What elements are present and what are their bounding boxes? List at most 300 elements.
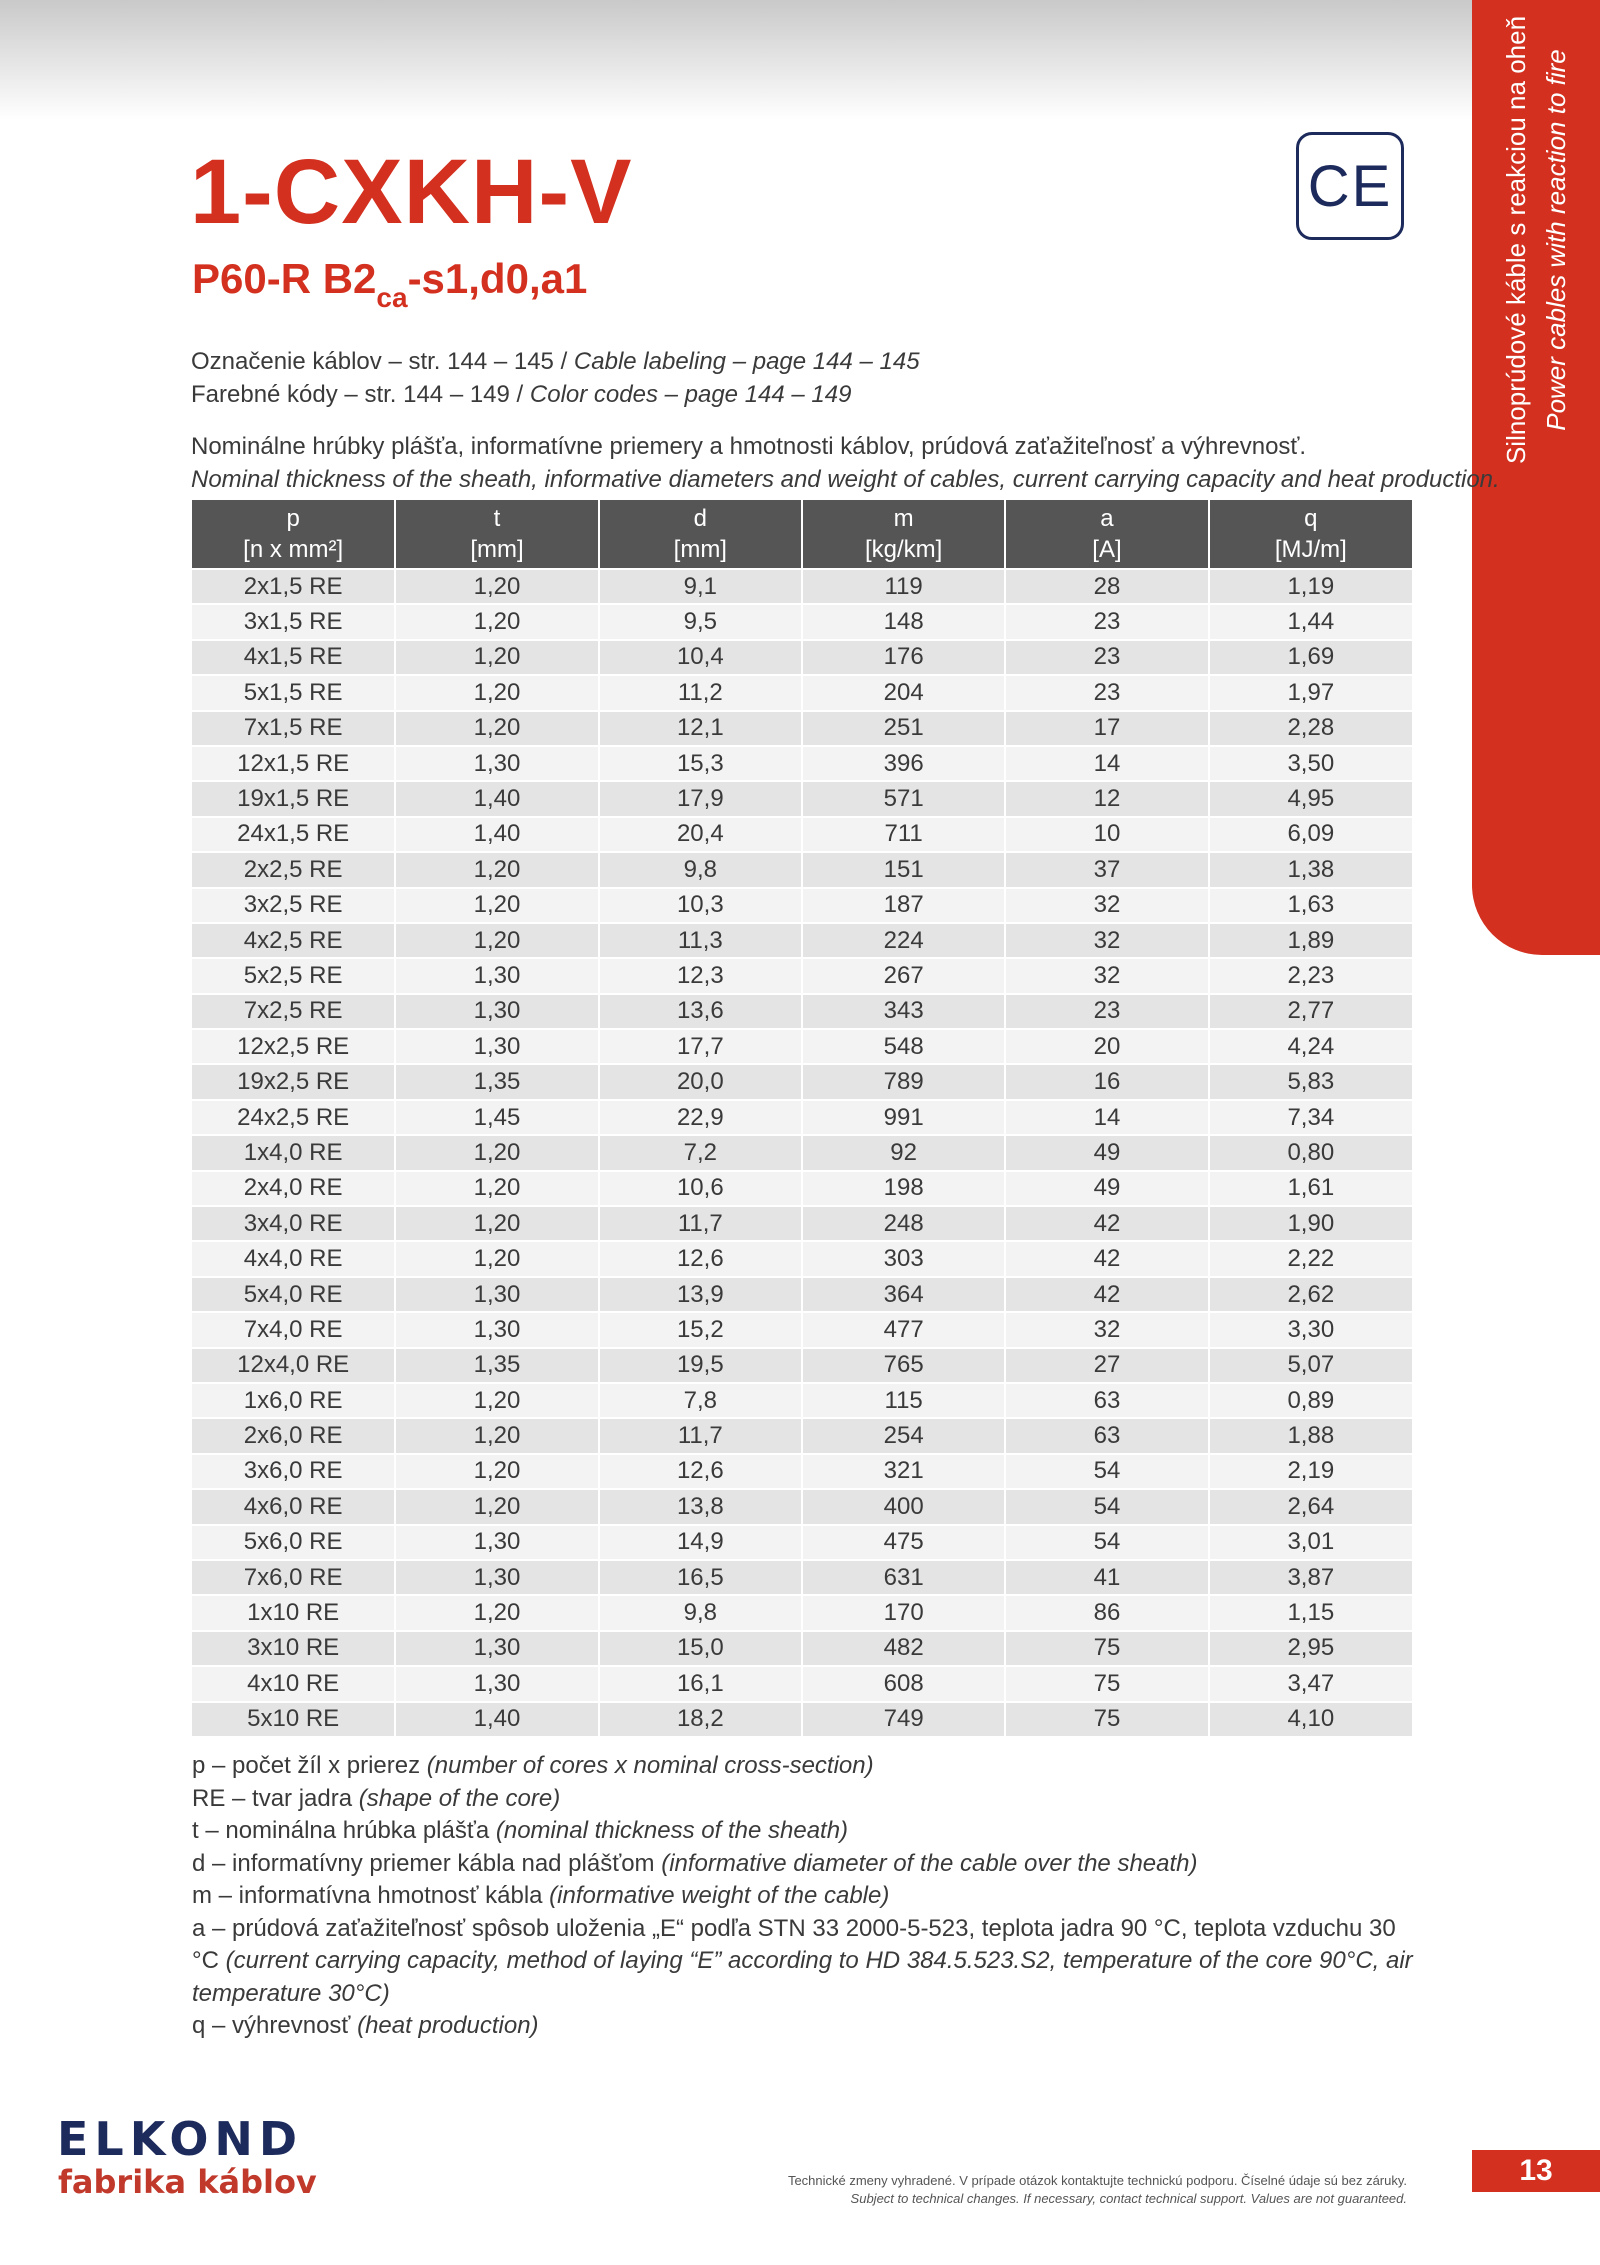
legend-item xyxy=(192,1913,1422,2011)
labeling-reference xyxy=(191,345,920,378)
table-cell-t: 1,30 xyxy=(395,1312,598,1347)
table-cell-a: 14 xyxy=(1005,746,1208,781)
colors-reference-en: Color codes – page 144 – 149 xyxy=(529,381,852,408)
table-cell-m: 789 xyxy=(802,1064,1005,1099)
table-cell-a: 28 xyxy=(1005,569,1208,604)
table-cell-t: 1,30 xyxy=(395,1560,598,1595)
section-side-tab-label xyxy=(1496,5,1576,475)
table-cell-t: 1,30 xyxy=(395,1666,598,1701)
table-cell-d: 17,7 xyxy=(599,1029,802,1064)
table-cell-m: 765 xyxy=(802,1348,1005,1383)
table-row xyxy=(192,1100,1412,1135)
table-cell-p: 3x6,0 RE xyxy=(192,1454,395,1489)
table-cell-t: 1,40 xyxy=(395,781,598,816)
table-cell-a: 32 xyxy=(1005,1312,1208,1347)
table-row xyxy=(192,569,1412,604)
table-row xyxy=(192,1489,1412,1524)
table-cell-t: 1,20 xyxy=(395,923,598,958)
column-unit: [kg/km] xyxy=(864,536,943,563)
table-cell-q: 5,83 xyxy=(1209,1064,1412,1099)
table-cell-t: 1,40 xyxy=(395,817,598,852)
table-cell-t: 1,30 xyxy=(395,958,598,993)
disclaimer-en: Subject to technical changes. If necessary, contact technical support. Values are not guaranteed. xyxy=(850,2191,1407,2206)
legend-item-sk: d – informatívny priemer kábla nad plášťom xyxy=(192,1849,662,1877)
table-cell-t: 1,30 xyxy=(395,1277,598,1312)
table-cell-a: 23 xyxy=(1005,604,1208,639)
table-cell-a: 10 xyxy=(1005,817,1208,852)
intro-sk: Nominálne hrúbky plášťa, informatívne priemery a hmotnosti káblov, prúdová zaťažiteľnosť a výhrevnosť. xyxy=(191,433,1307,460)
table-row xyxy=(192,1277,1412,1312)
column-header-p xyxy=(192,500,395,569)
table-cell-d: 15,0 xyxy=(599,1631,802,1666)
table-cell-d: 13,6 xyxy=(599,994,802,1029)
table-cell-a: 23 xyxy=(1005,640,1208,675)
table-cell-a: 37 xyxy=(1005,852,1208,887)
legend-item xyxy=(192,1783,1422,1816)
table-row xyxy=(192,1702,1412,1736)
table-cell-m: 204 xyxy=(802,675,1005,710)
legend-item-en: (current carrying capacity, method of laying “E” according to HD 384.5.523.S2, temperature of the core 90°C, air temperature 30°C) xyxy=(192,1947,1413,2007)
table-cell-t: 1,20 xyxy=(395,1383,598,1418)
disclaimer xyxy=(788,2172,1407,2208)
disclaimer-sk: Technické zmeny vyhradené. V prípade otázok kontaktujte technickú podporu. Číselné údaje sú bez záruky. xyxy=(787,2173,1407,2188)
legend-item xyxy=(192,2010,1422,2043)
table-cell-t: 1,20 xyxy=(395,1135,598,1170)
table-cell-a: 86 xyxy=(1005,1595,1208,1630)
column-symbol: a xyxy=(1100,505,1114,532)
table-cell-t: 1,20 xyxy=(395,1595,598,1630)
table-cell-a: 32 xyxy=(1005,888,1208,923)
table-cell-t: 1,40 xyxy=(395,1702,598,1736)
table-cell-q: 2,95 xyxy=(1209,1631,1412,1666)
table-cell-p: 2x4,0 RE xyxy=(192,1171,395,1206)
table-cell-t: 1,20 xyxy=(395,1489,598,1524)
column-symbol: d xyxy=(693,505,707,532)
table-cell-t: 1,30 xyxy=(395,1525,598,1560)
table-cell-a: 49 xyxy=(1005,1171,1208,1206)
cable-data-table xyxy=(192,500,1412,1736)
table-header-row xyxy=(192,500,1412,569)
table-row xyxy=(192,1135,1412,1170)
table-row xyxy=(192,1418,1412,1453)
legend-item-sk: m – informatívna hmotnosť kábla xyxy=(192,1882,550,1909)
table-cell-a: 32 xyxy=(1005,923,1208,958)
table-cell-q: 1,19 xyxy=(1209,569,1412,604)
table-row xyxy=(192,888,1412,923)
table-cell-q: 0,80 xyxy=(1209,1135,1412,1170)
table-row xyxy=(192,640,1412,675)
table-cell-d: 9,1 xyxy=(599,569,802,604)
table-cell-a: 54 xyxy=(1005,1489,1208,1524)
table-cell-m: 251 xyxy=(802,711,1005,746)
table-cell-p: 3x2,5 RE xyxy=(192,888,395,923)
table-cell-m: 475 xyxy=(802,1525,1005,1560)
table-cell-p: 3x1,5 RE xyxy=(192,604,395,639)
table-cell-q: 1,15 xyxy=(1209,1595,1412,1630)
table-cell-a: 75 xyxy=(1005,1631,1208,1666)
table-cell-p: 19x1,5 RE xyxy=(192,781,395,816)
table-cell-q: 2,23 xyxy=(1209,958,1412,993)
table-cell-t: 1,20 xyxy=(395,569,598,604)
legend-item-sk: p – počet žíl x prierez xyxy=(192,1752,427,1779)
table-cell-d: 11,7 xyxy=(599,1206,802,1241)
classification-tail: -s1,d0,a1 xyxy=(407,255,588,302)
table-cell-d: 10,6 xyxy=(599,1171,802,1206)
table-cell-t: 1,20 xyxy=(395,1206,598,1241)
table-cell-d: 12,1 xyxy=(599,711,802,746)
table-cell-q: 0,89 xyxy=(1209,1383,1412,1418)
table-cell-p: 4x2,5 RE xyxy=(192,923,395,958)
table-cell-p: 3x10 RE xyxy=(192,1631,395,1666)
column-unit: [n x mm²] xyxy=(243,536,344,563)
table-cell-m: 248 xyxy=(802,1206,1005,1241)
table-cell-a: 27 xyxy=(1005,1348,1208,1383)
table-cell-a: 75 xyxy=(1005,1702,1208,1736)
table-cell-p: 4x4,0 RE xyxy=(192,1241,395,1276)
table-cell-t: 1,30 xyxy=(395,994,598,1029)
table-cell-m: 482 xyxy=(802,1631,1005,1666)
column-symbol: m xyxy=(893,505,914,532)
table-cell-d: 12,6 xyxy=(599,1241,802,1276)
table-row xyxy=(192,1383,1412,1418)
table-cell-d: 13,9 xyxy=(599,1277,802,1312)
table-cell-p: 5x4,0 RE xyxy=(192,1277,395,1312)
table-cell-p: 5x6,0 RE xyxy=(192,1525,395,1560)
table-row xyxy=(192,1666,1412,1701)
table-cell-p: 24x2,5 RE xyxy=(192,1100,395,1135)
side-tab-line-en: Power cables with reaction to fire xyxy=(1541,49,1571,431)
table-cell-q: 3,30 xyxy=(1209,1312,1412,1347)
table-cell-m: 364 xyxy=(802,1277,1005,1312)
table-cell-m: 711 xyxy=(802,817,1005,852)
table-cell-d: 10,3 xyxy=(599,888,802,923)
table-row xyxy=(192,1525,1412,1560)
product-classification xyxy=(192,255,587,314)
legend-item xyxy=(192,1848,1422,1881)
table-cell-q: 1,44 xyxy=(1209,604,1412,639)
table-row xyxy=(192,781,1412,816)
page-number: 13 xyxy=(1472,2150,1600,2192)
table-cell-p: 5x2,5 RE xyxy=(192,958,395,993)
top-gradient xyxy=(0,0,1600,120)
table-cell-d: 14,9 xyxy=(599,1525,802,1560)
table-cell-m: 321 xyxy=(802,1454,1005,1489)
column-unit: [mm] xyxy=(673,536,727,563)
table-row xyxy=(192,675,1412,710)
classification-main: P60-R B2 xyxy=(192,255,377,302)
table-cell-p: 5x1,5 RE xyxy=(192,675,395,710)
table-row xyxy=(192,1241,1412,1276)
column-unit: [MJ/m] xyxy=(1274,536,1347,563)
column-symbol: q xyxy=(1304,505,1318,532)
table-cell-q: 6,09 xyxy=(1209,817,1412,852)
table-cell-d: 12,3 xyxy=(599,958,802,993)
table-cell-m: 224 xyxy=(802,923,1005,958)
table-cell-p: 7x6,0 RE xyxy=(192,1560,395,1595)
table-cell-p: 12x1,5 RE xyxy=(192,746,395,781)
table-cell-m: 170 xyxy=(802,1595,1005,1630)
table-cell-m: 151 xyxy=(802,852,1005,887)
table-cell-a: 16 xyxy=(1005,1064,1208,1099)
table-cell-a: 41 xyxy=(1005,1560,1208,1595)
table-intro xyxy=(191,430,1500,496)
column-unit: [mm] xyxy=(470,536,524,563)
table-cell-q: 3,47 xyxy=(1209,1666,1412,1701)
table-cell-q: 2,28 xyxy=(1209,711,1412,746)
table-cell-d: 7,2 xyxy=(599,1135,802,1170)
table-row xyxy=(192,711,1412,746)
table-cell-t: 1,30 xyxy=(395,746,598,781)
table-cell-q: 3,50 xyxy=(1209,746,1412,781)
table-header xyxy=(192,500,1412,569)
table-row xyxy=(192,1171,1412,1206)
table-cell-d: 7,8 xyxy=(599,1383,802,1418)
table-cell-a: 42 xyxy=(1005,1206,1208,1241)
table-cell-m: 477 xyxy=(802,1312,1005,1347)
table-cell-d: 13,8 xyxy=(599,1489,802,1524)
table-cell-m: 115 xyxy=(802,1383,1005,1418)
table-cell-q: 1,89 xyxy=(1209,923,1412,958)
table-cell-q: 3,01 xyxy=(1209,1525,1412,1560)
table-cell-q: 1,88 xyxy=(1209,1418,1412,1453)
legend-item-sk: RE – tvar jadra xyxy=(192,1784,359,1812)
table-cell-d: 16,1 xyxy=(599,1666,802,1701)
table-cell-m: 608 xyxy=(802,1666,1005,1701)
table-cell-p: 2x6,0 RE xyxy=(192,1418,395,1453)
references xyxy=(191,345,920,411)
table-cell-q: 1,97 xyxy=(1209,675,1412,710)
table-cell-a: 49 xyxy=(1005,1135,1208,1170)
column-header-d xyxy=(599,500,802,569)
intro-en: Nominal thickness of the sheath, informative diameters and weight of cables, current carrying capacity and heat production. xyxy=(191,466,1500,493)
table-row xyxy=(192,1206,1412,1241)
table-cell-q: 1,63 xyxy=(1209,888,1412,923)
table-row xyxy=(192,1631,1412,1666)
legend-item-en: (nominal thickness of the sheath) xyxy=(495,1817,849,1844)
table-row xyxy=(192,1348,1412,1383)
table-cell-m: 254 xyxy=(802,1418,1005,1453)
table-cell-m: 267 xyxy=(802,958,1005,993)
table-cell-q: 4,95 xyxy=(1209,781,1412,816)
table-cell-m: 343 xyxy=(802,994,1005,1029)
table-cell-a: 42 xyxy=(1005,1277,1208,1312)
table-cell-m: 198 xyxy=(802,1171,1005,1206)
table-cell-m: 176 xyxy=(802,640,1005,675)
table-cell-p: 24x1,5 RE xyxy=(192,817,395,852)
table-cell-m: 148 xyxy=(802,604,1005,639)
colors-reference-sk: Farebné kódy – str. 144 – 149 / xyxy=(191,381,530,408)
table-cell-a: 17 xyxy=(1005,711,1208,746)
table-cell-m: 991 xyxy=(802,1100,1005,1135)
table-cell-t: 1,20 xyxy=(395,888,598,923)
table-cell-t: 1,20 xyxy=(395,1418,598,1453)
table-cell-p: 19x2,5 RE xyxy=(192,1064,395,1099)
table-row xyxy=(192,1312,1412,1347)
classification-sub: ca xyxy=(376,282,408,313)
table-cell-p: 4x10 RE xyxy=(192,1666,395,1701)
table-cell-a: 75 xyxy=(1005,1666,1208,1701)
table-cell-p: 4x1,5 RE xyxy=(192,640,395,675)
table-cell-q: 3,87 xyxy=(1209,1560,1412,1595)
table-cell-d: 12,6 xyxy=(599,1454,802,1489)
table-row xyxy=(192,1029,1412,1064)
table-row xyxy=(192,604,1412,639)
table-cell-d: 18,2 xyxy=(599,1702,802,1736)
table-cell-m: 749 xyxy=(802,1702,1005,1736)
legend-item xyxy=(192,1750,1422,1783)
table-cell-m: 119 xyxy=(802,569,1005,604)
table-cell-t: 1,30 xyxy=(395,1631,598,1666)
table-cell-t: 1,35 xyxy=(395,1348,598,1383)
table-row xyxy=(192,817,1412,852)
table-cell-p: 12x4,0 RE xyxy=(192,1348,395,1383)
column-header-t xyxy=(395,500,598,569)
table-cell-p: 1x6,0 RE xyxy=(192,1383,395,1418)
table-cell-t: 1,20 xyxy=(395,711,598,746)
column-symbol: p xyxy=(286,505,300,532)
table-cell-t: 1,20 xyxy=(395,1241,598,1276)
table-cell-a: 12 xyxy=(1005,781,1208,816)
table-cell-a: 42 xyxy=(1005,1241,1208,1276)
table-cell-t: 1,20 xyxy=(395,1171,598,1206)
table-cell-q: 1,90 xyxy=(1209,1206,1412,1241)
column-unit: [A] xyxy=(1092,536,1122,563)
table-cell-q: 2,77 xyxy=(1209,994,1412,1029)
table-cell-p: 7x2,5 RE xyxy=(192,994,395,1029)
table-cell-d: 9,8 xyxy=(599,852,802,887)
table-cell-m: 92 xyxy=(802,1135,1005,1170)
table-cell-a: 23 xyxy=(1005,675,1208,710)
table-cell-d: 19,5 xyxy=(599,1348,802,1383)
colors-reference xyxy=(191,378,920,411)
table-cell-p: 5x10 RE xyxy=(192,1702,395,1736)
table-row xyxy=(192,1560,1412,1595)
table-cell-m: 303 xyxy=(802,1241,1005,1276)
table-cell-q: 1,61 xyxy=(1209,1171,1412,1206)
table-cell-d: 10,4 xyxy=(599,640,802,675)
table-cell-p: 7x4,0 RE xyxy=(192,1312,395,1347)
table-cell-d: 9,5 xyxy=(599,604,802,639)
table-cell-a: 20 xyxy=(1005,1029,1208,1064)
column-header-q xyxy=(1209,500,1412,569)
table-cell-q: 2,22 xyxy=(1209,1241,1412,1276)
table-cell-t: 1,35 xyxy=(395,1064,598,1099)
table-row xyxy=(192,1064,1412,1099)
table-cell-m: 396 xyxy=(802,746,1005,781)
table-cell-d: 11,3 xyxy=(599,923,802,958)
table-cell-q: 1,38 xyxy=(1209,852,1412,887)
table-cell-d: 20,0 xyxy=(599,1064,802,1099)
table-cell-m: 400 xyxy=(802,1489,1005,1524)
table-cell-a: 54 xyxy=(1005,1454,1208,1489)
ce-mark-icon: CE xyxy=(1296,132,1404,240)
table-cell-p: 2x1,5 RE xyxy=(192,569,395,604)
table-cell-d: 15,3 xyxy=(599,746,802,781)
table-row xyxy=(192,958,1412,993)
table-row xyxy=(192,994,1412,1029)
table-cell-m: 571 xyxy=(802,781,1005,816)
table-cell-d: 22,9 xyxy=(599,1100,802,1135)
table-body xyxy=(192,569,1412,1736)
table-cell-a: 63 xyxy=(1005,1418,1208,1453)
table-cell-t: 1,45 xyxy=(395,1100,598,1135)
table-cell-d: 9,8 xyxy=(599,1595,802,1630)
table-cell-p: 3x4,0 RE xyxy=(192,1206,395,1241)
table-cell-t: 1,20 xyxy=(395,640,598,675)
table-row xyxy=(192,1454,1412,1489)
labeling-reference-sk: Označenie káblov – str. 144 – 145 / xyxy=(191,348,574,375)
table-cell-m: 631 xyxy=(802,1560,1005,1595)
legend-item-sk: q – výhrevnosť xyxy=(192,2012,358,2039)
table-cell-q: 1,69 xyxy=(1209,640,1412,675)
table-cell-m: 548 xyxy=(802,1029,1005,1064)
table-cell-a: 23 xyxy=(1005,994,1208,1029)
table-row xyxy=(192,923,1412,958)
table-row xyxy=(192,852,1412,887)
table-cell-a: 14 xyxy=(1005,1100,1208,1135)
legend-item-en: (heat production) xyxy=(357,2012,539,2039)
table-row xyxy=(192,746,1412,781)
table-cell-a: 54 xyxy=(1005,1525,1208,1560)
table-cell-m: 187 xyxy=(802,888,1005,923)
legend-item-en: (shape of the core) xyxy=(358,1784,561,1812)
table-cell-a: 32 xyxy=(1005,958,1208,993)
labeling-reference-en: Cable labeling – page 144 – 145 xyxy=(573,348,920,375)
table-cell-t: 1,20 xyxy=(395,604,598,639)
legend-item xyxy=(192,1880,1422,1913)
table-cell-d: 11,2 xyxy=(599,675,802,710)
table-cell-p: 1x10 RE xyxy=(192,1595,395,1630)
table-cell-q: 5,07 xyxy=(1209,1348,1412,1383)
table-cell-p: 2x2,5 RE xyxy=(192,852,395,887)
table-cell-p: 7x1,5 RE xyxy=(192,711,395,746)
legend-item xyxy=(192,1815,1422,1848)
legend-item-sk: t – nominálna hrúbka plášťa xyxy=(192,1817,496,1844)
table-cell-q: 2,64 xyxy=(1209,1489,1412,1524)
legend-item-en: (number of cores x nominal cross-section) xyxy=(426,1752,874,1779)
column-symbol: t xyxy=(493,505,501,532)
table-cell-d: 15,2 xyxy=(599,1312,802,1347)
column-header-a xyxy=(1005,500,1208,569)
table-cell-d: 20,4 xyxy=(599,817,802,852)
product-title: 1-CXKH-V xyxy=(190,141,633,243)
table-cell-q: 4,24 xyxy=(1209,1029,1412,1064)
table-cell-p: 4x6,0 RE xyxy=(192,1489,395,1524)
elkond-logo: ELKOND xyxy=(57,2112,304,2166)
legend-item-sk: a – prúdová zaťažiteľnosť spôsob uloženia „E“ podľa STN 33 2000-5-523, teplota jadra 90 °C, teplota vzduchu 30 °C xyxy=(192,1914,1396,1974)
table-row xyxy=(192,1595,1412,1630)
table-cell-q: 2,19 xyxy=(1209,1454,1412,1489)
table-cell-t: 1,20 xyxy=(395,1454,598,1489)
column-header-m xyxy=(802,500,1005,569)
elkond-logo-tagline: fabrika káblov xyxy=(58,2163,317,2201)
table-cell-q: 2,62 xyxy=(1209,1277,1412,1312)
table-cell-t: 1,20 xyxy=(395,852,598,887)
table-cell-q: 7,34 xyxy=(1209,1100,1412,1135)
table-cell-p: 1x4,0 RE xyxy=(192,1135,395,1170)
side-tab-line-sk: Silnoprúdové káble s reakciou na oheň xyxy=(1501,15,1531,465)
table-cell-d: 11,7 xyxy=(599,1418,802,1453)
table-cell-p: 12x2,5 RE xyxy=(192,1029,395,1064)
table-cell-t: 1,30 xyxy=(395,1029,598,1064)
legend-item-en: (informative weight of the cable) xyxy=(549,1882,890,1909)
legend xyxy=(192,1750,1422,2043)
table-cell-q: 4,10 xyxy=(1209,1702,1412,1736)
legend-item-en: (informative diameter of the cable over the sheath) xyxy=(661,1849,1198,1877)
table-cell-t: 1,20 xyxy=(395,675,598,710)
table-cell-d: 16,5 xyxy=(599,1560,802,1595)
table-cell-d: 17,9 xyxy=(599,781,802,816)
